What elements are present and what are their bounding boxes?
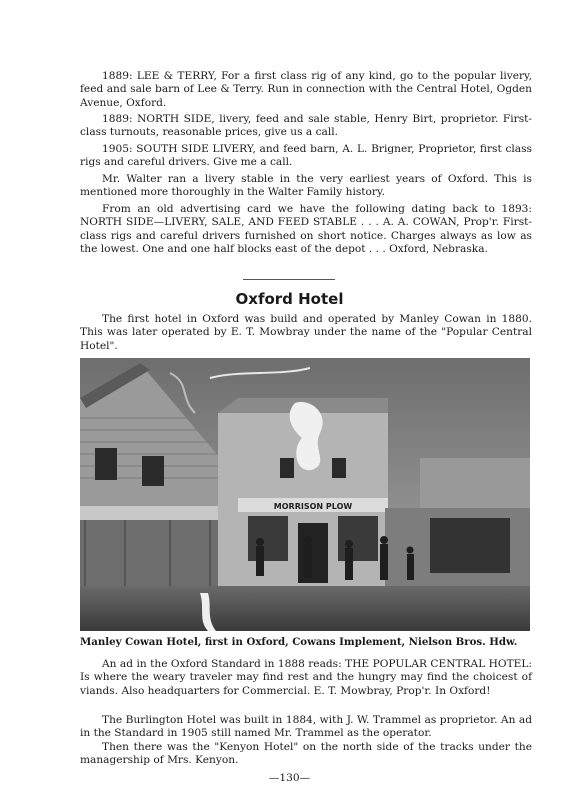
hotel-photograph: [80, 358, 530, 631]
section-divider: [243, 279, 335, 280]
paragraph-text: 1889: LEE & TERRY, For a first class rig of any kind, go to the popular livery, feed and sale barn of Lee & Terry. Run in connection with the Central Hotel, Ogden Avenue, Oxford.: [80, 70, 532, 109]
section-title: Oxford Hotel: [235, 290, 344, 308]
paragraph-south-side-livery: [80, 143, 532, 170]
storefront-sign: MORRISON PLOW: [273, 502, 353, 511]
paragraph-text: The first hotel in Oxford was build and operated by Manley Cowan in 1880. This was later operated by E. T. Mowbray under the name of the "Popular Central Hotel".: [80, 313, 532, 352]
photo-caption: Manley Cowan Hotel, first in Oxford, Cowans Implement, Nielson Bros. Hdw.: [80, 636, 518, 648]
paragraph-burlington-hotel: [80, 714, 532, 741]
paragraph-text: 1905: SOUTH SIDE LIVERY, and feed barn, A. L. Brigner, Proprietor, first class rigs and careful drivers. Give me a call.: [80, 143, 532, 169]
paragraph-text: From an old advertising card we have the following dating back to 1893: NORTH SIDE—LIVERY, SALE, AND FEED STABLE . . . A. A. COWAN, Prop'r. First-class rigs and careful drivers furnished on short notice. Charges always as low as the lowest. One and one half blocks east of the depot . . . Oxford, Nebraska.: [80, 203, 532, 256]
paragraph-text: An ad in the Oxford Standard in 1888 reads: THE POPULAR CENTRAL HOTEL: Is where the weary traveler may find rest and the hungry may find the choicest of viands. Also headquarters for Commercial. E. T. Mowbray, Prop'r. In Oxford!: [80, 658, 532, 697]
paragraph-standard-1888-ad: [80, 658, 532, 698]
paragraph-advertising-card: [80, 203, 532, 257]
paragraph-walter-livery: [80, 173, 532, 200]
paragraph-text: 1889: NORTH SIDE, livery, feed and sale stable, Henry Birt, proprietor. First-class turnouts, reasonable prices, give us a call.: [80, 113, 532, 139]
paragraph-text: Then there was the "Kenyon Hotel" on the north side of the tracks under the managership of Mrs. Kenyon.: [80, 741, 532, 767]
paragraph-kenyon-hotel: [80, 741, 532, 768]
paragraph-north-side-1889: [80, 113, 532, 140]
page-number: —130—: [268, 772, 311, 784]
paragraph-text: The Burlington Hotel was built in 1884, with J. W. Trammel as proprietor. An ad in the Standard in 1905 still named Mr. Trammel as the operator.: [80, 714, 532, 740]
paragraph-text: Mr. Walter ran a livery stable in the very earliest years of Oxford. This is mentioned more thoroughly in the Walter Family history.: [80, 173, 532, 199]
paragraph-lee-terry: [80, 70, 532, 110]
paragraph-section-intro: [80, 313, 532, 353]
